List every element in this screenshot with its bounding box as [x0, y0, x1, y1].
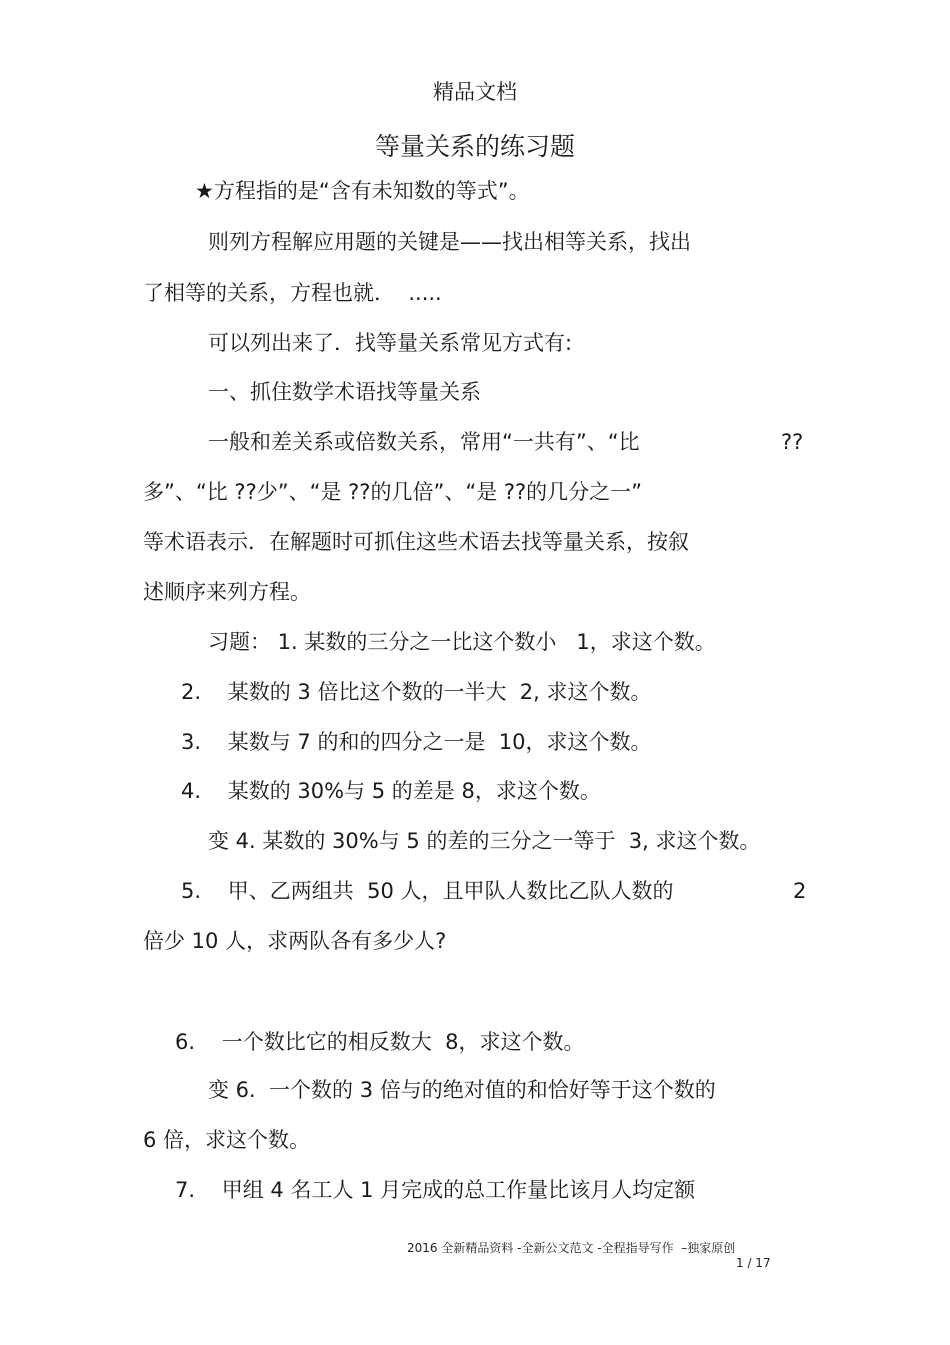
paragraph-line: 述顺序来列方程。	[143, 580, 311, 604]
document-title: 等量关系的练习题	[374, 132, 575, 161]
footer-source: 2016 全新精品资料 -全新公文范文 -全程指导写作 –独家原创	[407, 1241, 736, 1255]
paragraph-line: 倍少 10 人，求两队各有多少人?	[143, 929, 447, 953]
paragraph-line: 了相等的关系，方程也就． .....	[143, 281, 442, 305]
exercise-item: 7. 甲组 4 名工人 1 月完成的总工作量比该月人均定额	[175, 1178, 696, 1202]
document-header: 精品文档	[433, 80, 517, 104]
page-number: 1 / 17	[736, 1256, 771, 1270]
paragraph-line: 6 倍，求这个数。	[143, 1128, 311, 1152]
paragraph-line-tail: ??	[781, 430, 804, 454]
paragraph-line: 等术语表示．在解题时可抓住这些术语去找等量关系，按叙	[143, 530, 689, 554]
exercise-item: 变 6. 一个数的 3 倍与的绝对值的和恰好等于这个数的	[208, 1078, 716, 1102]
paragraph-line: 则列方程解应用题的关键是——找出相等关系，找出	[208, 230, 691, 254]
paragraph-line: 一般和差关系或倍数关系，常用“一共有”、“比	[208, 430, 640, 454]
exercise-item: 6. 一个数比它的相反数大 8，求这个数。	[175, 1030, 585, 1054]
exercise-item: 2. 某数的 3 倍比这个数的一半大 2, 求这个数。	[181, 680, 652, 704]
paragraph-line: ★方程指的是“含有未知数的等式”。	[195, 179, 530, 203]
exercise-item: 5. 甲、乙两组共 50 人，且甲队人数比乙队人数的	[181, 879, 674, 903]
exercise-item: 变 4. 某数的 30%与 5 的差的三分之一等于 3, 求这个数。	[208, 829, 761, 853]
exercise-item-tail: 2	[793, 879, 807, 903]
exercise-item: 4. 某数的 30%与 5 的差是 8，求这个数。	[181, 779, 601, 803]
section-heading: 一、抓住数学术语找等量关系	[208, 380, 481, 404]
exercise-item: 习题： 1. 某数的三分之一比这个数小 1，求这个数。	[208, 630, 716, 654]
paragraph-line: 多”、“比 ??少”、“是 ??的几倍”、“是 ??的几分之一”	[143, 480, 643, 504]
paragraph-line: 可以列出来了．找等量关系常见方式有:	[208, 331, 573, 355]
exercise-item: 3. 某数与 7 的和的四分之一是 10，求这个数。	[181, 730, 652, 754]
